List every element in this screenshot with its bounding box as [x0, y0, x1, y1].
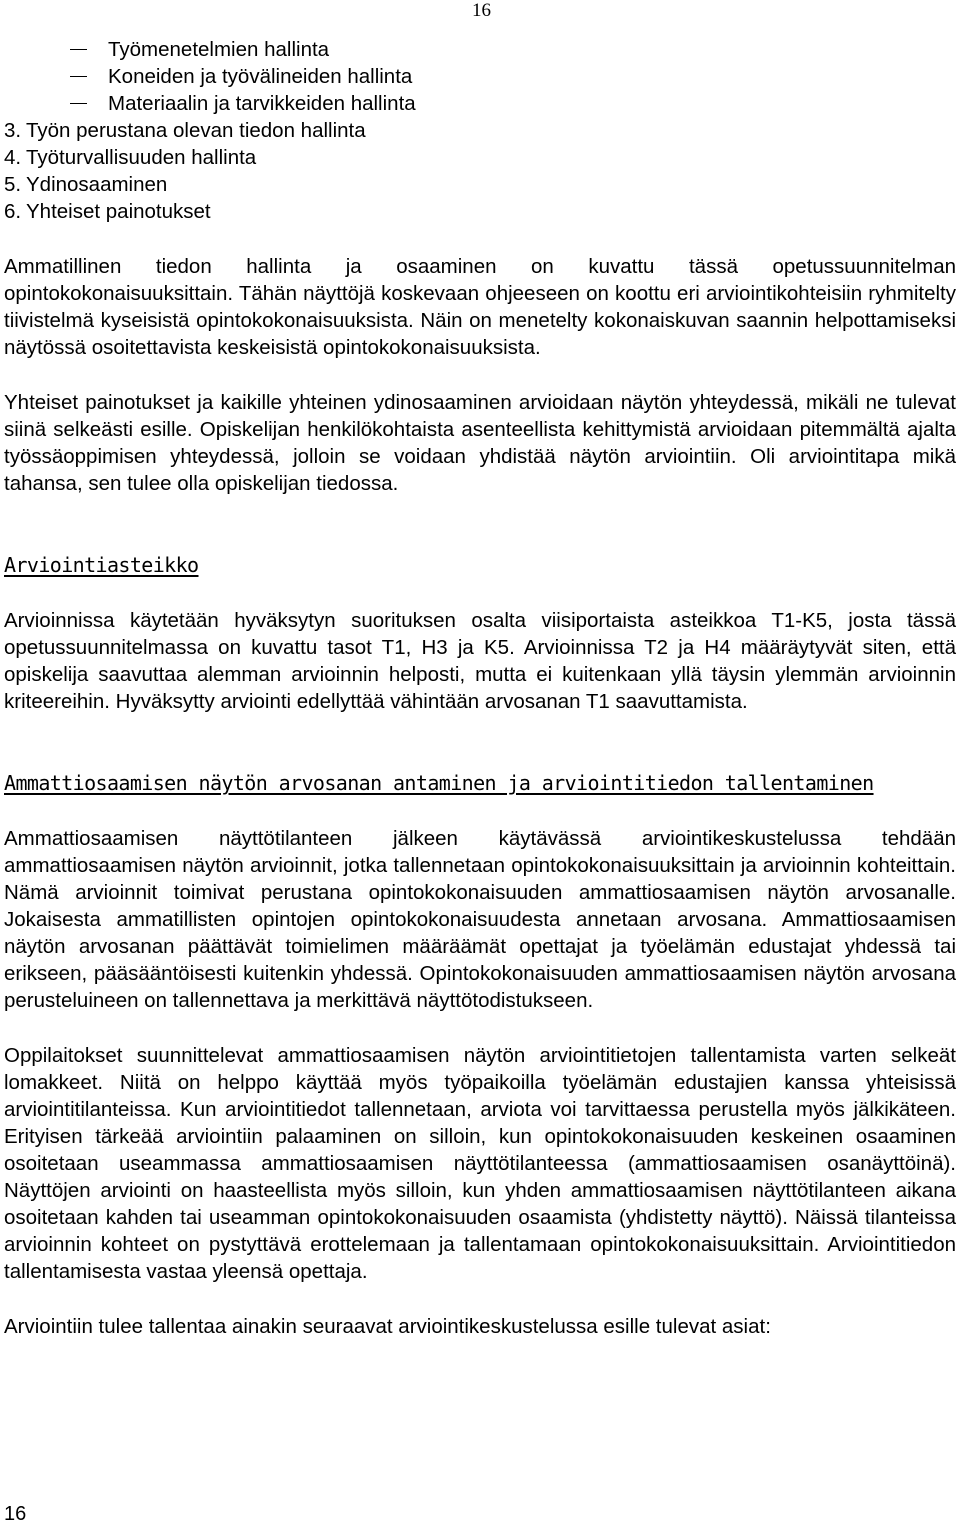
- dash-icon: [70, 103, 87, 104]
- page-number-bottom: 16: [4, 1503, 27, 1525]
- list-item: Koneiden ja työvälineiden hallinta: [4, 63, 956, 90]
- paragraph: Ammattiosaamisen näyttötilanteen jälkeen käytävässä arviointikeskustelussa tehdään ammattiosaamisen näytön arvioinnit, jotka tallennetaan opintokokonaisuuksittain ja arvioinnin kohteittain. Nämä arvioinnit toimivat perustana opintokokonaisuuden ammattiosaamisen näytön arvosanalle. Jokaisesta ammatillisten opintojen opintokokonaisuudesta annetaan arvosana. Ammattiosaamisen näytön arvosanan päättävät toimielimen määräämät opettajat ja työelämän edustajat yhdessä tai erikseen, pääsääntöisesti kuitenkin yhdessä. Opintokokonaisuuden ammattiosaamisen näytön arvosana perusteluineen on tallennettava ja merkittävä näyttötodistukseen.: [4, 827, 956, 1012]
- numbered-list: [4, 117, 956, 225]
- paragraph: Oppilaitokset suunnittelevat ammattiosaamisen näytön arviointitietojen tallentamista varten selkeät lomakkeet. Niitä on helppo käyttää myös työpaikoilla työelämän edustajien kanssa yhteisissä arviointitilanteissa. Kun arviointitiedot tallennetaan, arviota voi tarvittaessa perustella myös jälkikäteen. Erityisen tärkeää arviointiin palaaminen on silloin, kun opintokokonaisuuden keskeinen osaaminen osoitetaan useammassa ammattiosaamisen näyttötilanteessa (ammattiosaamisen osanäyttöinä). Näyttöjen arviointi on haasteellista myös silloin, kun yhden ammattiosaamisen näyttötilanteen aikana osoitetaan kahden tai useamman opintokokonaisuuden osaamista (yhdistetty näyttö). Näissä tilanteissa arvioinnin kohteet on pystyttävä erottelemaan ja tallentamaan opintokokonaisuuksittain. Arviointitiedon tallentamisesta vastaa yleensä opettaja.: [4, 1044, 956, 1283]
- list-item: Työmenetelmien hallinta: [4, 36, 956, 63]
- section-heading: Ammattiosaamisen näytön arvosanan antaminen ja arviointitiedon tallentaminen: [4, 771, 874, 795]
- paragraph: Ammatillinen tiedon hallinta ja osaaminen on kuvattu tässä opetussuunnitelman opintokokonaisuuksittain. Tähän näyttöjä koskevaan ohjeeseen on koottu eri arviointikohteisiin ryhmitelty tiivistelmä kyseisistä opintokokonaisuuksista. Näin on menetelty kokonaiskuvan saannin helpottamiseksi näytössä osoitettavista keskeisistä opintokokonaisuuksista.: [4, 255, 956, 359]
- document-body: [4, 36, 956, 1340]
- paragraph: Arvioinnissa käytetään hyväksytyn suorituksen osalta viisiportaista asteikkoa T1-K5, josta tässä opetussuunnitelmassa on kuvattu tasot T1, H3 ja K5. Arvioinnissa T2 ja H4 määräytyvät siten, että opiskelija saavuttaa alemman arvioinnin helposti, mutta ei kuitenkaan yllä täysin ylemmän arvioinnin kriteereihin. Hyväksytty arviointi edellyttää vähintään arvosanan T1 saavuttamista.: [4, 609, 956, 713]
- dash-list: [4, 36, 956, 117]
- dash-icon: [70, 49, 87, 50]
- paragraph: Yhteiset painotukset ja kaikille yhteinen ydinosaaminen arvioidaan näytön yhteydessä, mikäli ne tulevat siinä selkeästi esille. Opiskelijan henkilökohtaista asenteellista kehittymistä arvioidaan pitemmältä ajalta työssäoppimisen yhteydessä, jolloin se voidaan yhdistää näytön arviointiin. Oli arviointitapa mikä tahansa, sen tulee olla opiskelijan tiedossa.: [4, 391, 956, 495]
- page-number-top: 16: [472, 0, 491, 21]
- list-item: 4. Työturvallisuuden hallinta: [4, 146, 257, 169]
- list-item: Materiaalin ja tarvikkeiden hallinta: [4, 90, 956, 117]
- paragraph: Arviointiin tulee tallentaa ainakin seuraavat arviointikeskustelussa esille tulevat asiat:: [4, 1315, 771, 1338]
- list-item: 6. Yhteiset painotukset: [4, 200, 211, 223]
- dash-icon: [70, 76, 87, 77]
- list-item: 5. Ydinosaaminen: [4, 173, 168, 196]
- list-item: 3. Työn perustana olevan tiedon hallinta: [4, 119, 366, 142]
- section-heading: Arviointiasteikko: [4, 553, 199, 577]
